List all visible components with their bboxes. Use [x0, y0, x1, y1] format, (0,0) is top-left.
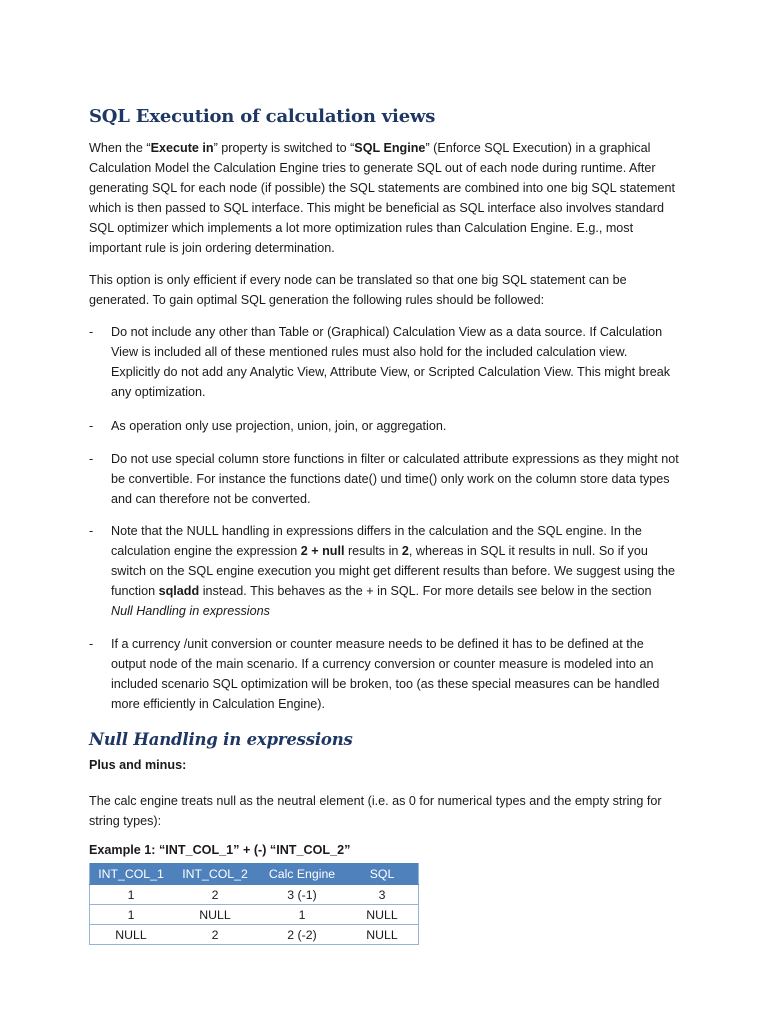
sql-engine-term: SQL Engine [354, 141, 426, 155]
page-title: SQL Execution of calculation views [89, 106, 436, 127]
column-header: Calc Engine [258, 863, 346, 885]
table-row [90, 905, 419, 925]
bullet-text: Note that the NULL handling in expressions differs in the calculation and the SQL engine. In the calculation engine the expression 2 + null results in 2, whereas in SQL it results in null. So if you switch on the SQL engine execution you might get different results than before. We suggest using the function sqladd instead. This behaves as the + in SQL. For more details see below in the section Null Handling in expressions [111, 524, 676, 618]
column-header: INT_COL_2 [172, 863, 258, 885]
column-header: INT_COL_1 [90, 863, 173, 885]
example-label: Example 1: “INT_COL_1” + (-) “INT_COL_2” [89, 843, 351, 857]
null-neutral-paragraph: The calc engine treats null as the neutral element (i.e. as 0 for numerical types and the empty string for string types): [89, 794, 662, 828]
bullet-dash: - [89, 637, 94, 651]
table-cell: NULL [346, 905, 419, 925]
bullet-dash: - [89, 325, 94, 339]
intro-text: ” property is switched to “ [213, 141, 355, 155]
table-row [90, 925, 419, 945]
efficiency-paragraph: This option is only efficient if every node can be translated so that one big SQL statement can be generated. To gain optimal SQL generation the following rules should be followed: [89, 273, 627, 307]
intro-text: ” (Enforce SQL Execution) in a graphical Calculation Model the Calculation Engine tries to generate SQL out of each node during runtime. After generating SQL for each node (if possible) the SQL statements are combined into one big SQL statement which is then passed to SQL interface. This might be beneficial as SQL interface also involves standard SQL optimizer which implements a lot more optimization rules than Calculation Engine. E.g., most important rule is join ordering determination. [89, 141, 675, 255]
plus-minus-label: Plus and minus: [89, 758, 187, 772]
table-cell: NULL [90, 925, 173, 945]
table-row [90, 885, 419, 905]
expression-term: 2 + null [300, 544, 345, 558]
bullet-dash: - [89, 419, 94, 433]
intro-text: When the “ [89, 141, 151, 155]
list-item [89, 521, 679, 621]
intro-paragraph [89, 138, 679, 258]
list-item [89, 416, 679, 436]
list-item [89, 322, 679, 402]
table-cell: 3 (-1) [258, 885, 346, 905]
bullet-dash: - [89, 524, 94, 538]
list-item [89, 634, 679, 714]
bullet-text: Do not use special column store functions in filter or calculated attribute expressions as they might not be convertible. For instance the functions date() und time() only work on the column store data types and can therefore not be converted. [111, 452, 679, 506]
example-table [89, 863, 419, 945]
section-reference: Null Handling in expressions [111, 604, 270, 618]
bullet-text: If a currency /unit conversion or counter measure needs to be defined it has to be defined at the output node of the main scenario. If a currency conversion or counter measure is modeled into an included scenario SQL optimization will be broken, too (as these special measures can be handled more efficiently in Calculation Engine). [111, 637, 660, 711]
table-cell: 2 [172, 885, 258, 905]
bullet-dash: - [89, 452, 94, 466]
table-cell: NULL [346, 925, 419, 945]
table-cell: 1 [90, 905, 173, 925]
table-cell: 1 [90, 885, 173, 905]
table-cell: NULL [172, 905, 258, 925]
table-cell: 2 [172, 925, 258, 945]
execute-in-term: Execute in [150, 141, 214, 155]
sqladd-term: sqladd [158, 584, 200, 598]
table-cell: 3 [346, 885, 419, 905]
table-header-row [90, 863, 419, 885]
table-cell: 2 (-2) [258, 925, 346, 945]
section-heading: Null Handling in expressions [89, 730, 353, 749]
table-cell: 1 [258, 905, 346, 925]
result-term: 2 [401, 544, 409, 558]
bullet-text: As operation only use projection, union, join, or aggregation. [111, 419, 447, 433]
column-header: SQL [346, 863, 419, 885]
bullet-text: Do not include any other than Table or (Graphical) Calculation View as a data source. If Calculation View is included all of these mentioned rules must also hold for the included calculation view. Explicitly do not add any Analytic View, Attribute View, or Scripted Calculation View. This might break any optimization. [111, 325, 671, 399]
list-item [89, 449, 679, 509]
